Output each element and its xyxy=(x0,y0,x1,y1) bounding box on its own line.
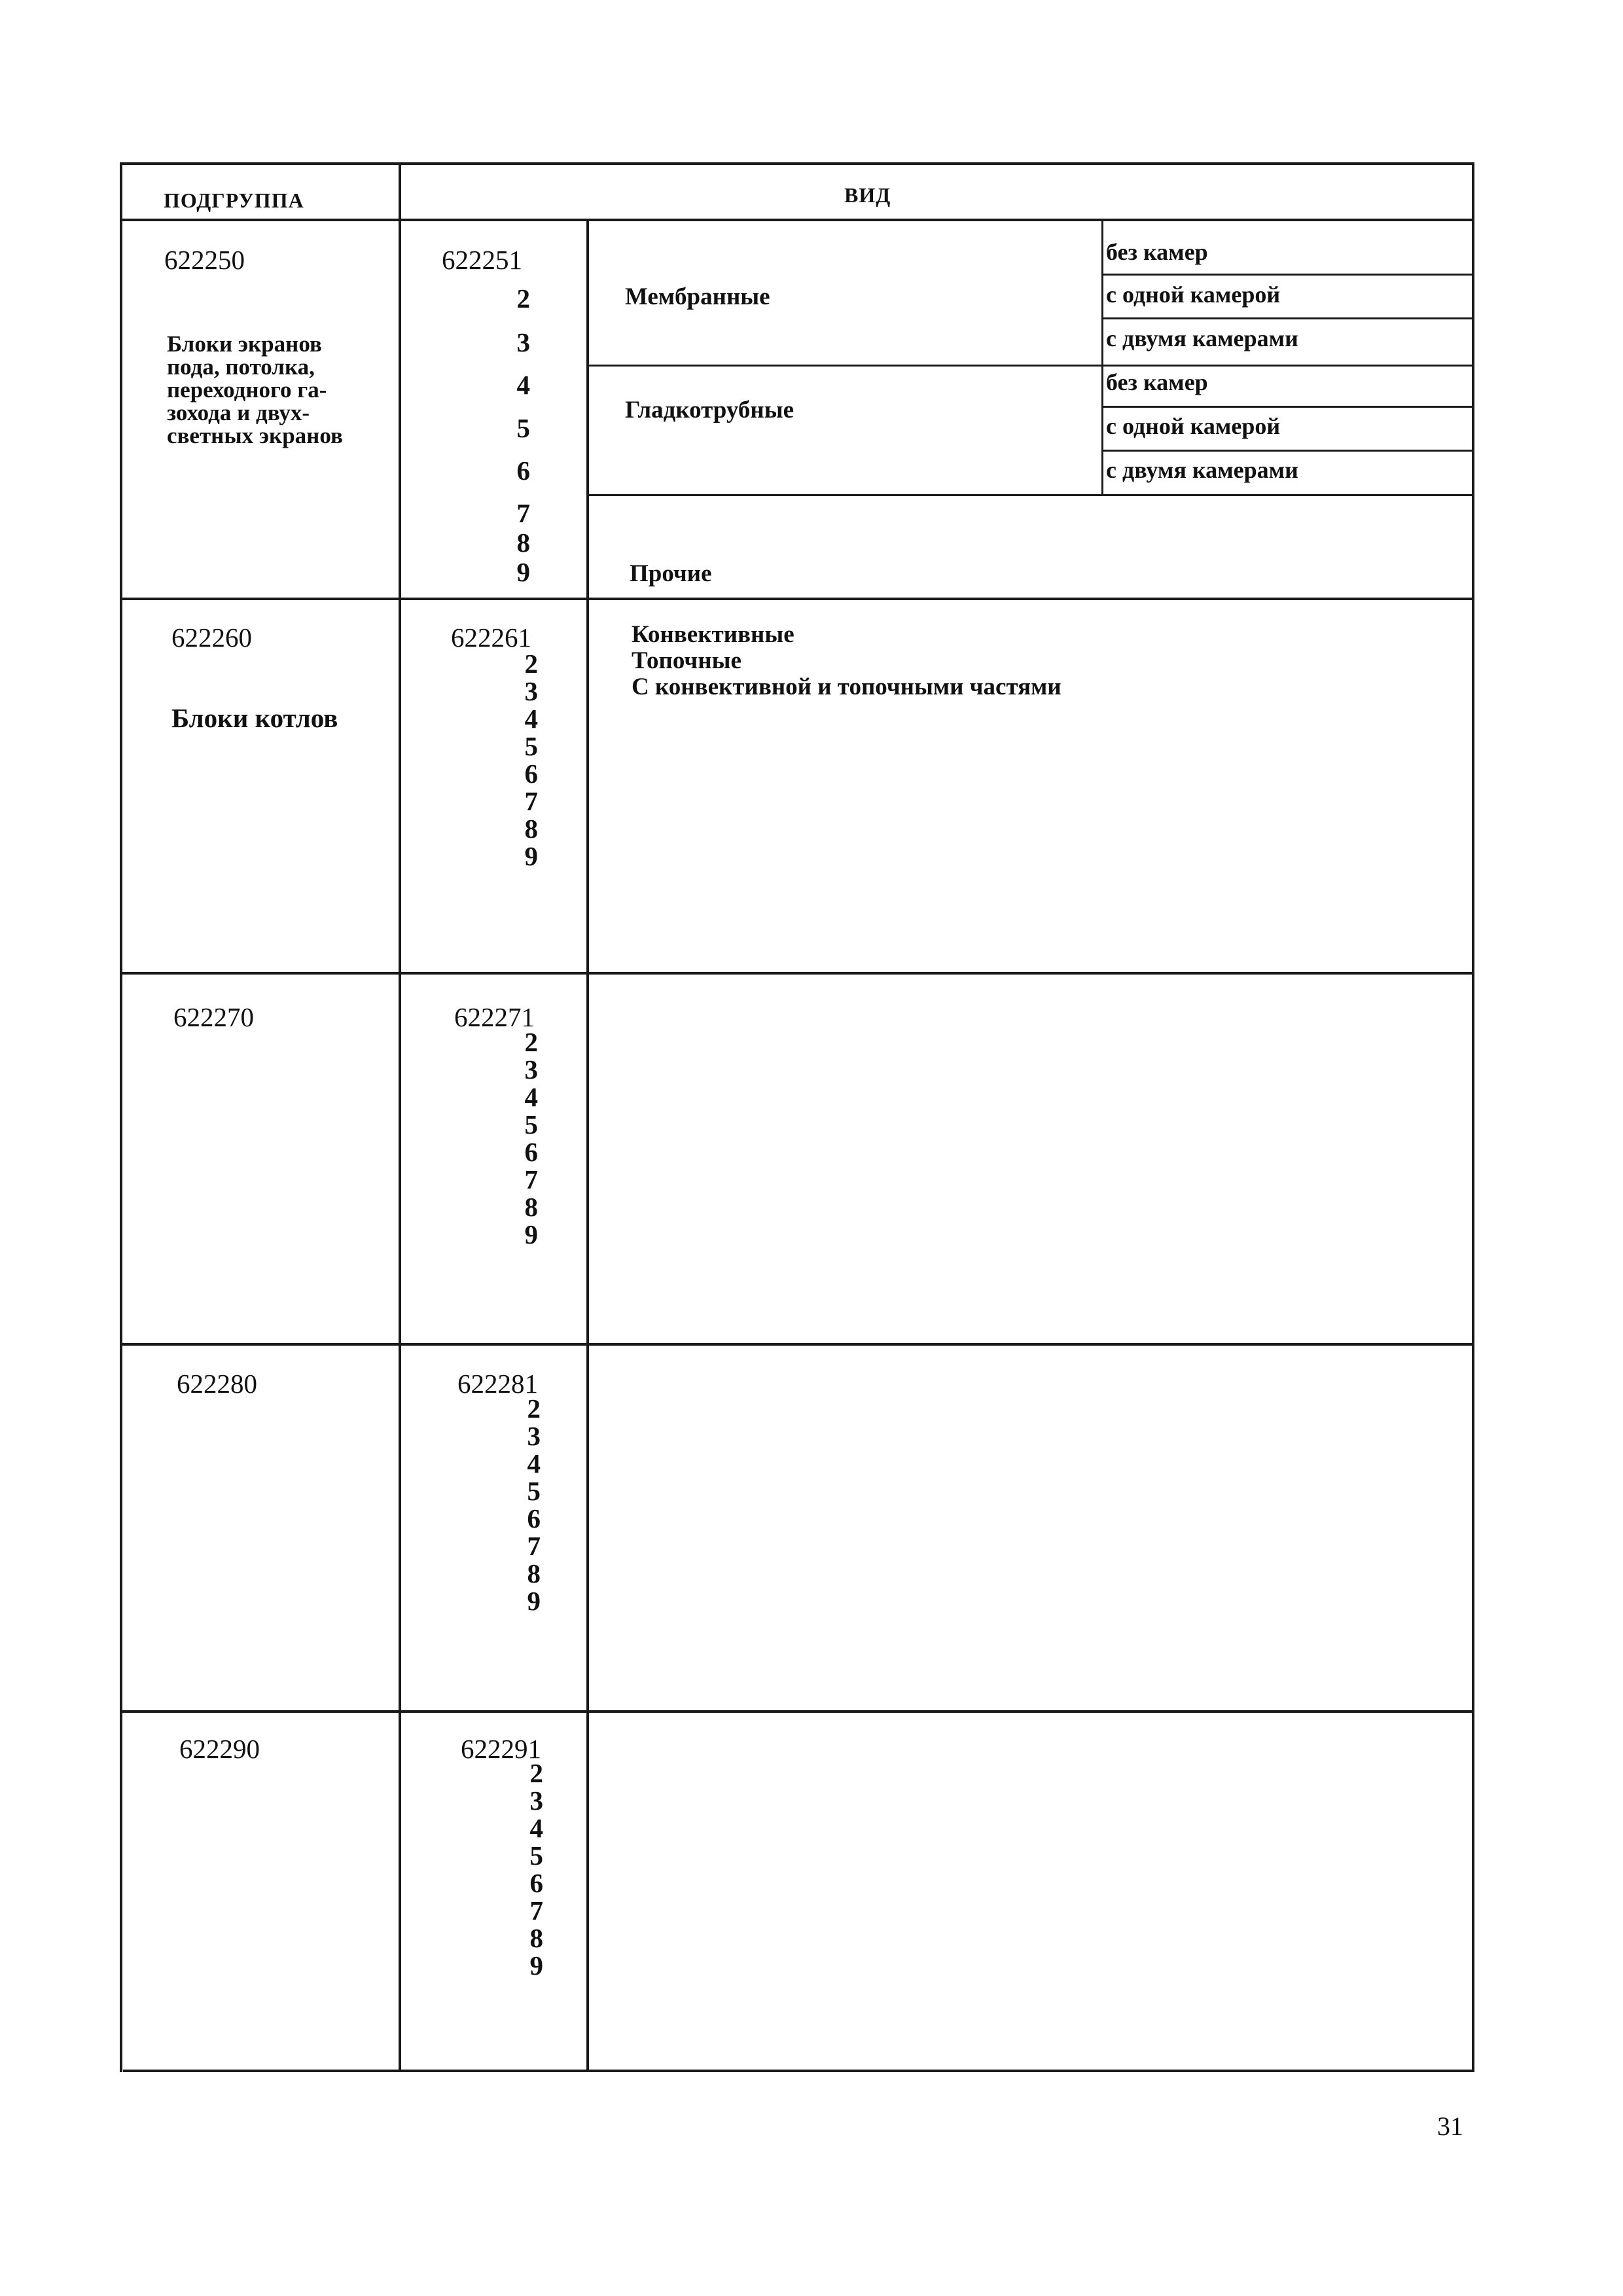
type-code: 622291 xyxy=(461,1734,541,1764)
type-number: 3 xyxy=(516,327,530,357)
subgroup-code: 622280 xyxy=(177,1369,257,1399)
type-number-list xyxy=(463,1759,543,1979)
other-divider xyxy=(588,494,1473,496)
type-number: 8 xyxy=(527,1558,541,1588)
type-number-list xyxy=(461,1395,541,1615)
type-item: Конвективные xyxy=(632,621,794,648)
variant-divider-2 xyxy=(1103,317,1473,319)
variant-label: без камер xyxy=(1106,369,1208,395)
variant-label: с двумя камерами xyxy=(1106,457,1298,483)
type-number: 2 xyxy=(529,1758,543,1788)
type-code: 622261 xyxy=(451,622,531,653)
kind-label-membrane: Мембранные xyxy=(625,283,770,310)
type-item: Топочные xyxy=(632,647,741,674)
subgroup-name: Блоки экранов пода, потолка, переходного га- зохода и двух- светных экранов xyxy=(167,331,343,448)
kind-divider xyxy=(588,365,1473,367)
type-number: 4 xyxy=(524,704,538,734)
type-number: 9 xyxy=(516,557,530,587)
type-number: 5 xyxy=(524,731,538,761)
type-number: 4 xyxy=(524,1082,538,1112)
header-subgroup: ПОДГРУППА xyxy=(164,188,304,212)
type-number: 3 xyxy=(529,1785,543,1816)
row-divider-2 xyxy=(122,972,1474,975)
type-item: С конвективной и топочными частями xyxy=(632,673,1061,700)
kind-label-other: Прочие xyxy=(630,560,712,587)
type-number: 9 xyxy=(524,1219,538,1249)
subgroup-code: 622290 xyxy=(179,1734,260,1764)
row-divider-1 xyxy=(122,598,1474,600)
type-number: 3 xyxy=(527,1421,541,1451)
type-number: 2 xyxy=(527,1393,541,1424)
type-number: 3 xyxy=(524,1054,538,1085)
type-number: 3 xyxy=(524,676,538,706)
subgroup-code: 622260 xyxy=(171,622,252,653)
type-number: 8 xyxy=(516,528,530,558)
type-code: 622271 xyxy=(454,1002,535,1032)
type-number: 5 xyxy=(529,1840,543,1871)
table-bottom-border xyxy=(123,2070,1474,2072)
table-left-border xyxy=(120,162,122,2072)
column-divider-1 xyxy=(399,165,401,2070)
type-number: 4 xyxy=(527,1448,541,1479)
type-number: 7 xyxy=(527,1531,541,1561)
type-number: 9 xyxy=(527,1586,541,1616)
type-number-list xyxy=(406,0,530,589)
type-number: 6 xyxy=(524,1137,538,1167)
variant-label: с одной камерой xyxy=(1106,281,1281,308)
kind-label-smooth-tube: Гладкотрубные xyxy=(625,397,794,423)
subgroup-code: 622250 xyxy=(164,245,245,275)
boiler-block-types xyxy=(632,622,1061,700)
type-number: 7 xyxy=(516,498,530,528)
type-number: 2 xyxy=(516,283,530,314)
row-divider-3 xyxy=(122,1343,1474,1346)
header-bottom-border xyxy=(120,219,1474,221)
variant-label: с двумя камерами xyxy=(1106,325,1298,351)
type-number: 6 xyxy=(524,759,538,789)
type-number: 5 xyxy=(527,1476,541,1506)
table-right-border xyxy=(1472,162,1474,2072)
variant-divider-4 xyxy=(1103,450,1473,452)
table-top-border xyxy=(120,162,1474,165)
type-number: 5 xyxy=(516,413,530,443)
type-number: 5 xyxy=(524,1109,538,1139)
subgroup-code: 622270 xyxy=(173,1002,254,1032)
variant-label: с одной камерой xyxy=(1106,413,1281,439)
type-number: 7 xyxy=(524,1164,538,1194)
type-number: 7 xyxy=(529,1895,543,1926)
type-number: 8 xyxy=(524,814,538,844)
type-number: 4 xyxy=(516,370,530,400)
type-number: 4 xyxy=(529,1813,543,1843)
type-number: 6 xyxy=(529,1868,543,1898)
type-number: 9 xyxy=(524,841,538,871)
type-number: 8 xyxy=(529,1923,543,1953)
subgroup-name: Блоки котлов xyxy=(171,703,338,733)
type-number: 6 xyxy=(516,456,530,486)
type-code: 622281 xyxy=(457,1369,538,1399)
type-number: 7 xyxy=(524,786,538,816)
type-code: 622251 xyxy=(442,245,522,275)
type-number-list xyxy=(458,650,538,870)
variant-label: без камер xyxy=(1106,239,1208,265)
column-divider-2 xyxy=(586,220,589,2070)
variant-divider-1 xyxy=(1103,274,1473,276)
variant-column-divider xyxy=(1101,220,1103,495)
type-number: 6 xyxy=(527,1503,541,1534)
header-type: ВИД xyxy=(844,183,891,207)
variant-divider-3 xyxy=(1103,406,1473,408)
type-number: 9 xyxy=(529,1950,543,1981)
type-number: 8 xyxy=(524,1192,538,1222)
type-number: 2 xyxy=(524,649,538,679)
type-number-list xyxy=(458,1028,538,1248)
row-divider-4 xyxy=(122,1710,1474,1713)
page-number: 31 xyxy=(1437,2111,1463,2141)
type-number: 2 xyxy=(524,1027,538,1057)
